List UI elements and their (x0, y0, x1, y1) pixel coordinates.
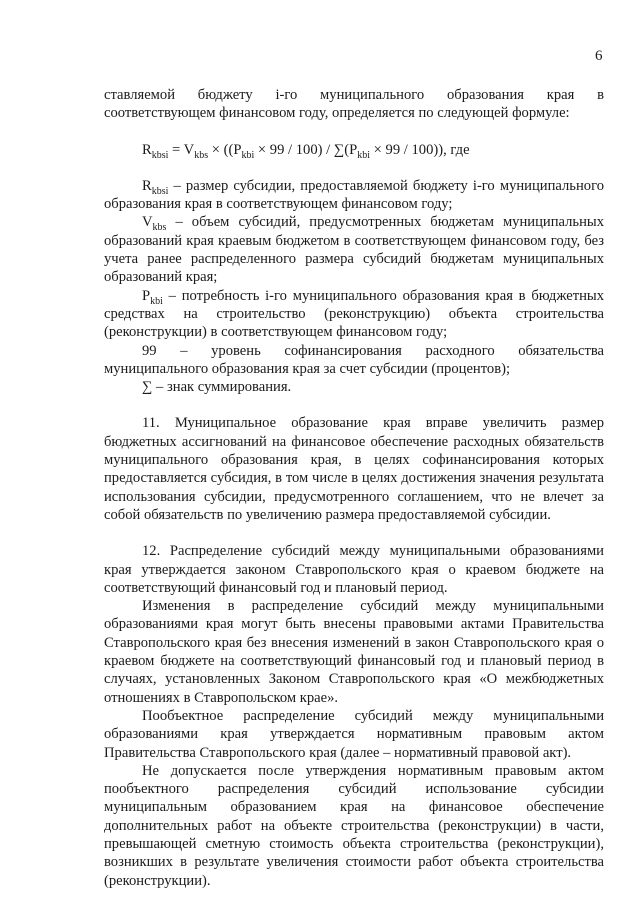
definition-item: 99 – уровень софинансирования расходного обязательства муниципального образования края за счет субсидии (процентов); (104, 342, 604, 377)
definition-item: $V_{kbs}$ – объем субсидий, предусмотренных бюджетам муниципальных образований края краевым бюджетом в соответствующем финансовом году, без учета ранее распределенного размера субсидий бюджетам муниципальных образований края; (104, 214, 604, 286)
subsidy-formula: $R_{kbsi} = V_{kbs} \times ((P_{kbi} \times 99 / 100) / \sum(P_{kbi} \times 99 / 100))$, где (142, 141, 470, 161)
section-12-paragraph: Пообъектное распределение субсидий между муниципальными образованиями края утверждается нормативным правовым актом Правительства Ставропольского края (далее – нормативный правовой акт). (104, 707, 604, 761)
section-12-paragraph: Изменения в распределение субсидий между муниципальными образованиями края могут быть внесены правовыми актами Правительства Ставропольского края без внесения изменений в закон Ставропольского края о краевом бюджете на соответствующий финансовый год и плановый период в случаях, установленных Законом Ставропольского края «О межбюджетных отношениях в Ставропольском крае». (104, 598, 604, 706)
section-12-paragraph: Не допускается после утверждения нормативным правовым актом пообъектного распределения субсидий использование субсидии муниципальным образованием края на финансовое обеспечение дополнительных работ на объекте строительства (реконструкции) в части, превышающей сметную стоимость объекта строительства (реконструкции), возникших в результате увеличения стоимости работ объекта строительства (реконструкции). (104, 762, 604, 889)
section-11-paragraph: 11. Муниципальное образование края вправе увеличить размер бюджетных ассигнований на финансовое обеспечение расходных обязательств муниципального образования края, в целях софинансирования которых предоставляется субсидия, в том числе в целях достижения значения результата использования субсидии, предусмотренного соглашением, что не влечет за собой обязательств по увеличению размера предоставляемой субсидии. (104, 415, 604, 523)
definition-item: ∑ – знак суммирования. (142, 379, 292, 396)
intro-paragraph: ставляемой бюджету i-го муниципального образования края в соответствующем финансовом году, определяется по следующей формуле: (104, 87, 604, 122)
definition-item: $R_{kbsi}$ – размер субсидии, предоставляемой бюджету i-го муниципального образования края в соответствующем финансовом году; (104, 177, 604, 213)
definition-item: $P_{kbi}$ – потребность i-го муниципального образования края в бюджетных средствах на строительство (реконструкцию) объекта строительства (реконструкции) в соответствующем финансовом году; (104, 287, 604, 341)
document-body (104, 86, 604, 890)
section-12-paragraph: 12. Распределение субсидий между муниципальными образованиями края утверждается законом Ставропольского края о краевом бюджете на соответствующий финансовый год и плановый период. (104, 543, 604, 596)
page-number: 6 (595, 48, 603, 64)
